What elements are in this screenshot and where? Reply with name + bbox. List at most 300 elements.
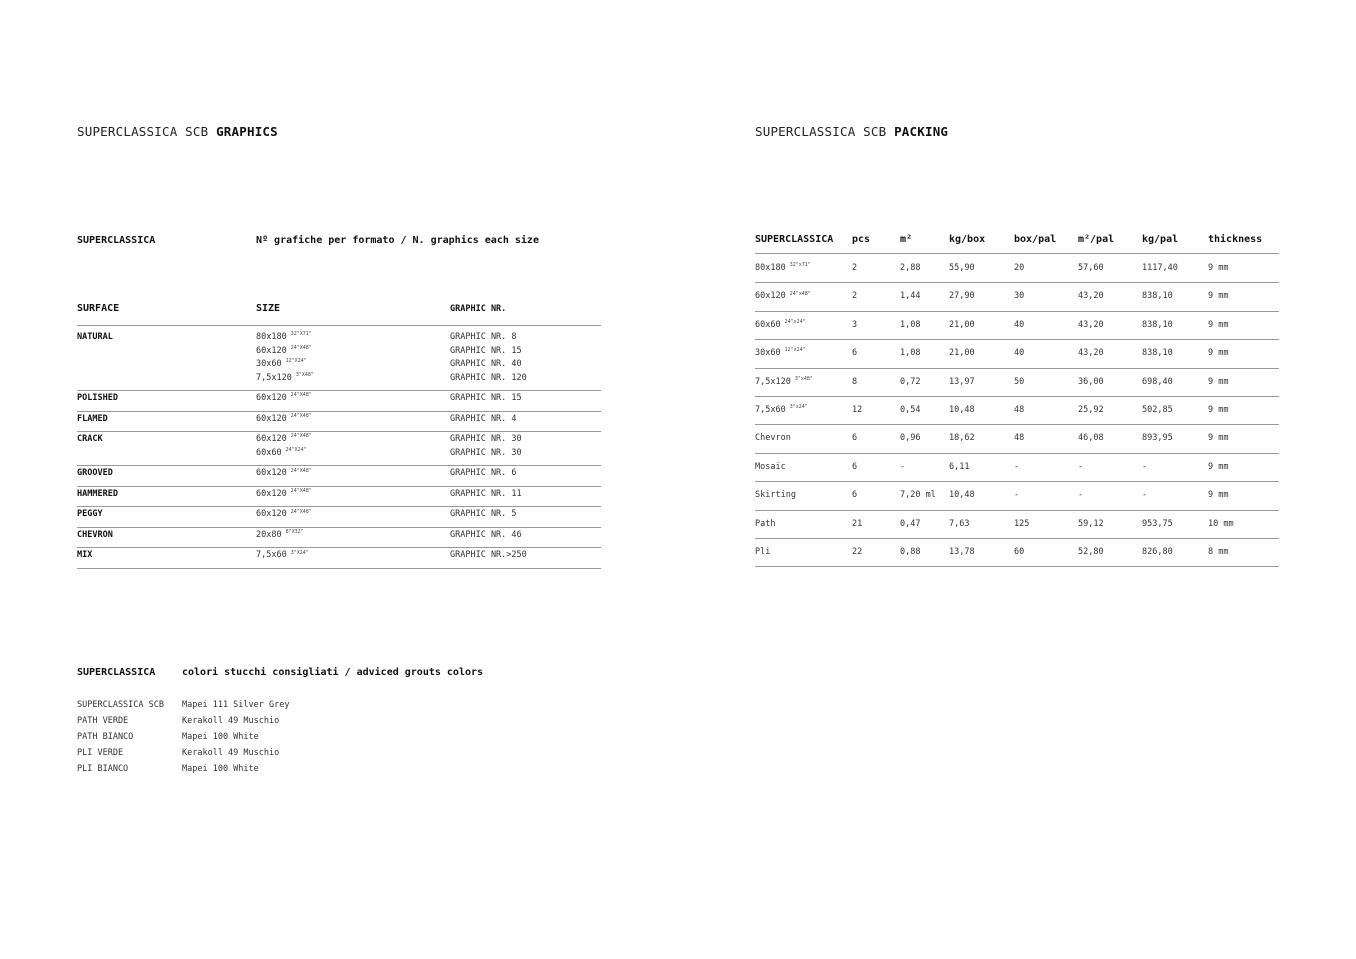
- size-inch: 24"X48": [290, 392, 312, 399]
- size-list: [256, 413, 312, 427]
- packing-cell-pcs: [852, 547, 862, 557]
- size-value: [256, 488, 312, 502]
- packing-cell-kgbox: [949, 462, 969, 472]
- packing-value: 48: [1014, 433, 1025, 444]
- graphics-row: [77, 392, 601, 413]
- packing-value: 838,10: [1142, 291, 1173, 302]
- packing-col-product: SUPERCLASSICA: [755, 234, 834, 245]
- packing-cell-kgbox: [949, 433, 975, 443]
- size-metric: 60x120: [256, 434, 287, 445]
- packing-cell-size: [755, 263, 811, 273]
- packing-value: -: [1078, 490, 1084, 501]
- size-value: [256, 372, 314, 386]
- graphics-row: [77, 433, 601, 467]
- packing-header-rule: [755, 253, 1279, 254]
- packing-cell-m2pal: [1078, 348, 1104, 358]
- packing-cell-m2: [900, 377, 920, 387]
- packing-value: 6: [852, 490, 858, 501]
- size-list: [256, 392, 312, 406]
- packing-row: [755, 340, 1279, 368]
- size-metric: 60x120: [256, 509, 287, 520]
- size-list: [256, 433, 312, 460]
- packing-cell-m2pal: [1078, 405, 1104, 415]
- graphics-row-rule: [77, 506, 601, 507]
- packing-value: 10 mm: [1208, 518, 1234, 529]
- packing-value: 3: [852, 319, 858, 330]
- surface-name: CRACK: [77, 434, 103, 445]
- size-list: [256, 529, 304, 543]
- grout-product: SUPERCLASSICA SCB: [77, 700, 164, 710]
- packing-cell-m2pal: [1078, 263, 1104, 273]
- packing-cell-pcs: [852, 377, 857, 387]
- packing-cell-kgbox: [949, 547, 975, 557]
- packing-cell-m2: [900, 320, 920, 330]
- packing-value: 21,00: [949, 348, 975, 359]
- packing-value: 9 mm: [1208, 291, 1229, 302]
- packing-value: 60x120: [755, 291, 786, 302]
- packing-cell-m2pal: [1078, 377, 1104, 387]
- graphics-label: SUPERCLASSICA: [77, 235, 156, 246]
- graphic-count: GRAPHIC NR. 6: [450, 468, 517, 479]
- size-value: [256, 447, 312, 461]
- size-metric: 20x80: [256, 529, 282, 540]
- packing-cell-m2pal: [1078, 519, 1104, 529]
- graphic-count: GRAPHIC NR. 30: [450, 434, 522, 445]
- packing-cell-thickness: [1208, 377, 1228, 387]
- packing-cell-m2: [900, 547, 920, 557]
- packing-title-prefix: SUPERCLASSICA SCB: [755, 124, 887, 139]
- packing-col-m2: m²: [900, 234, 913, 245]
- packing-value: 0,96: [900, 433, 921, 444]
- packing-cell-size: [755, 377, 813, 387]
- graphics-row-rule: [77, 465, 601, 466]
- packing-value: 9 mm: [1208, 376, 1229, 387]
- packing-cell-boxpal: [1014, 263, 1024, 273]
- packing-value: 21: [852, 518, 863, 529]
- packing-cell-thickness: [1208, 348, 1228, 358]
- size-inch: 3"X48": [295, 371, 314, 378]
- packing-cell-m2: [900, 348, 920, 358]
- packing-cell-kgpal: [1142, 320, 1173, 330]
- packing-value: 1,08: [900, 348, 921, 359]
- packing-cell-pcs: [852, 291, 857, 301]
- size-inch: 24"X24": [285, 447, 307, 454]
- packing-value: 1117,40: [1142, 263, 1178, 273]
- graphic-list: [450, 331, 527, 385]
- graphics-row: [77, 331, 601, 392]
- size-inch: 24"X48": [290, 344, 312, 351]
- packing-cell-kgpal: [1142, 263, 1178, 273]
- packing-value: 7,20 ml: [900, 490, 936, 501]
- packing-value: Skirting: [755, 490, 796, 501]
- packing-cell-kgpal: [1142, 519, 1173, 529]
- size-list: [256, 488, 312, 502]
- graphics-row: [77, 413, 601, 434]
- packing-cell-pcs: [852, 348, 857, 358]
- packing-row: [755, 539, 1279, 567]
- packing-cell-size: [755, 405, 808, 415]
- packing-value: 25,92: [1078, 405, 1104, 415]
- packing-cell-pcs: [852, 405, 862, 415]
- packing-size-inch: 3"x24": [789, 404, 808, 411]
- graphic-list: [450, 392, 522, 406]
- packing-value: 0,72: [900, 376, 921, 387]
- packing-value: 7,5x60: [755, 405, 786, 415]
- graphic-count: GRAPHIC NR. 15: [450, 345, 522, 356]
- graphic-count: GRAPHIC NR. 120: [450, 372, 527, 383]
- packing-value: 9 mm: [1208, 319, 1229, 330]
- packing-col-boxpal: box/pal: [1014, 234, 1057, 245]
- packing-cell-kgpal: [1142, 433, 1173, 443]
- size-metric: 60x120: [256, 468, 287, 479]
- packing-row: [755, 425, 1279, 453]
- packing-value: 953,75: [1142, 518, 1173, 529]
- packing-cell-size: [755, 320, 806, 330]
- size-value: [256, 549, 309, 563]
- surface-name: NATURAL: [77, 332, 113, 342]
- size-header: SIZE: [256, 303, 281, 314]
- packing-cell-size: [755, 547, 770, 557]
- packing-value: 0,47: [900, 518, 921, 529]
- packing-value: 9 mm: [1208, 405, 1229, 415]
- packing-value: 40: [1014, 319, 1025, 330]
- size-inch: 24"X48": [290, 412, 312, 419]
- size-inch: 3"X24": [290, 549, 309, 556]
- graphic-count: GRAPHIC NR. 46: [450, 529, 522, 540]
- packing-value: 59,12: [1078, 518, 1104, 529]
- packing-row: [755, 482, 1279, 510]
- packing-value: 0,88: [900, 547, 921, 557]
- graphics-row-rule: [77, 431, 601, 432]
- packing-row: [755, 369, 1279, 397]
- packing-value: 48: [1014, 405, 1025, 415]
- packing-cell-kgbox: [949, 263, 975, 273]
- packing-value: 27,90: [949, 291, 975, 302]
- graphics-row: [77, 529, 601, 550]
- packing-size-inch: 32"x71": [789, 262, 811, 269]
- packing-value: 6,11: [949, 461, 970, 472]
- packing-cell-thickness: [1208, 462, 1228, 472]
- surface-name: FLAMED: [77, 413, 108, 424]
- graphics-row-rule: [77, 547, 601, 548]
- packing-value: 12: [852, 405, 863, 415]
- graphic-list: [450, 433, 522, 460]
- packing-value: 9 mm: [1208, 433, 1229, 444]
- packing-value: 43,20: [1078, 319, 1104, 330]
- graphic-count: GRAPHIC NR. 5: [450, 509, 517, 520]
- packing-value: 0,54: [900, 405, 921, 415]
- packing-cell-pcs: [852, 263, 857, 273]
- graphic-list: [450, 467, 517, 481]
- packing-cell-m2: [900, 490, 936, 500]
- packing-cell-boxpal: [1014, 377, 1024, 387]
- packing-value: -: [1142, 461, 1148, 472]
- packing-title: [755, 124, 948, 139]
- packing-cell-boxpal: [1014, 405, 1024, 415]
- packing-value: 7,5x120: [755, 376, 791, 387]
- grout-product: PLI VERDE: [77, 748, 124, 758]
- packing-cell-boxpal: [1014, 519, 1029, 529]
- graphic-list: [450, 488, 522, 502]
- packing-cell-thickness: [1208, 263, 1228, 273]
- graphic-list: [450, 508, 517, 522]
- grout-color: Kerakoll 49 Muschio: [182, 748, 280, 758]
- packing-value: 55,90: [949, 263, 975, 273]
- packing-cell-pcs: [852, 490, 857, 500]
- packing-cell-thickness: [1208, 433, 1228, 443]
- graphics-row-rule: [77, 568, 601, 569]
- packing-cell-m2: [900, 291, 920, 301]
- graphics-row-rule: [77, 527, 601, 528]
- packing-cell-kgbox: [949, 405, 975, 415]
- graphics-row: [77, 467, 601, 488]
- packing-cell-kgpal: [1142, 291, 1173, 301]
- size-value: [256, 331, 314, 345]
- packing-value: 1,08: [900, 319, 921, 330]
- packing-col-pcs: pcs: [852, 234, 871, 245]
- packing-value: 9 mm: [1208, 263, 1229, 273]
- graphic-list: [450, 413, 517, 427]
- graphics-row: [77, 508, 601, 529]
- packing-row: [755, 511, 1279, 539]
- packing-cell-m2: [900, 405, 920, 415]
- size-metric: 80x180: [256, 332, 287, 342]
- packing-cell-kgpal: [1142, 405, 1173, 415]
- packing-value: 80x180: [755, 263, 786, 273]
- graphic-list: [450, 529, 522, 543]
- packing-cell-boxpal: [1014, 547, 1024, 557]
- size-value: [256, 358, 314, 372]
- packing-cell-thickness: [1208, 547, 1228, 557]
- packing-value: 20: [1014, 263, 1025, 273]
- packing-value: 9 mm: [1208, 348, 1229, 359]
- packing-row: [755, 255, 1279, 283]
- size-inch: 8"X32": [285, 529, 304, 536]
- graphics-subtitle: Nº grafiche per formato / N. graphics each size: [256, 235, 539, 246]
- packing-cell-pcs: [852, 519, 862, 529]
- grout-color: Mapei 100 White: [182, 764, 259, 774]
- packing-value: 57,60: [1078, 263, 1104, 273]
- graphics-row-rule: [77, 390, 601, 391]
- packing-cell-m2: [900, 263, 920, 273]
- packing-value: 40: [1014, 348, 1025, 359]
- packing-col-kgbox: kg/box: [949, 234, 986, 245]
- packing-cell-kgbox: [949, 320, 975, 330]
- packing-cell-boxpal: [1014, 320, 1024, 330]
- surface-header: SURFACE: [77, 303, 120, 314]
- packing-value: 10,48: [949, 405, 975, 415]
- packing-cell-boxpal: [1014, 462, 1019, 472]
- packing-value: 6: [852, 433, 858, 444]
- packing-value: -: [1014, 490, 1020, 501]
- packing-row: [755, 312, 1279, 340]
- packing-value: 18,62: [949, 433, 975, 444]
- size-list: [256, 508, 312, 522]
- packing-value: Mosaic: [755, 461, 786, 472]
- graphic-count: GRAPHIC NR. 15: [450, 393, 522, 404]
- packing-cell-pcs: [852, 320, 857, 330]
- packing-cell-kgpal: [1142, 462, 1147, 472]
- graphic-count: GRAPHIC NR. 30: [450, 447, 522, 458]
- packing-value: -: [1014, 461, 1020, 472]
- packing-value: 2: [852, 291, 858, 302]
- packing-value: 6: [852, 348, 858, 359]
- graphics-row-rule: [77, 411, 601, 412]
- graphics-header-rule: [77, 325, 601, 326]
- size-value: [256, 508, 312, 522]
- packing-cell-size: [755, 433, 791, 443]
- packing-cell-kgbox: [949, 348, 975, 358]
- packing-value: 52,80: [1078, 547, 1104, 557]
- size-value: [256, 529, 304, 543]
- packing-cell-size: [755, 348, 806, 358]
- size-inch: 24"X48": [290, 508, 312, 515]
- grout-product: PLI BIANCO: [77, 764, 129, 774]
- packing-value: 10,48: [949, 490, 975, 501]
- surface-name: POLISHED: [77, 393, 118, 404]
- packing-value: 30: [1014, 291, 1025, 302]
- size-inch: 24"X48": [290, 467, 312, 474]
- packing-cell-size: [755, 519, 775, 529]
- packing-cell-kgbox: [949, 291, 975, 301]
- packing-size-inch: 3"x48": [794, 375, 813, 382]
- packing-value: 22: [852, 547, 863, 557]
- graphics-row-rule: [77, 486, 601, 487]
- packing-cell-kgpal: [1142, 348, 1173, 358]
- packing-value: 60x60: [755, 319, 781, 330]
- packing-cell-pcs: [852, 433, 857, 443]
- packing-cell-m2pal: [1078, 462, 1083, 472]
- packing-cell-size: [755, 291, 811, 301]
- packing-title-bold: PACKING: [894, 124, 949, 139]
- size-metric: 60x60: [256, 447, 282, 458]
- size-metric: 7,5x120: [256, 372, 292, 383]
- packing-cell-pcs: [852, 462, 857, 472]
- grout-color: Mapei 111 Silver Grey: [182, 700, 290, 710]
- grout-product: PATH BIANCO: [77, 732, 134, 742]
- size-value: [256, 413, 312, 427]
- packing-size-inch: 24"x24": [784, 318, 806, 325]
- packing-value: 7,63: [949, 518, 970, 529]
- graphic-count: GRAPHIC NR.>250: [450, 550, 527, 561]
- size-inch: 32"X71": [290, 331, 312, 338]
- packing-row: [755, 454, 1279, 482]
- size-inch: 24"X48": [290, 488, 312, 495]
- packing-value: 43,20: [1078, 348, 1104, 359]
- packing-value: 893,95: [1142, 433, 1173, 444]
- graphics-row: [77, 549, 601, 570]
- surface-name: PEGGY: [77, 509, 103, 520]
- graphic-count: GRAPHIC NR. 8: [450, 332, 517, 342]
- size-list: [256, 467, 312, 481]
- packing-value: 698,40: [1142, 376, 1173, 387]
- packing-cell-boxpal: [1014, 291, 1024, 301]
- packing-value: 9 mm: [1208, 461, 1229, 472]
- packing-size-inch: 24"x48": [789, 290, 811, 297]
- size-metric: 60x120: [256, 345, 287, 356]
- graphics-row: [77, 488, 601, 509]
- packing-col-kgpal: kg/pal: [1142, 234, 1179, 245]
- grout-product: PATH VERDE: [77, 716, 129, 726]
- size-value: [256, 392, 312, 406]
- graphic-header: GRAPHIC NR.: [450, 304, 507, 314]
- grout-color: Kerakoll 49 Muschio: [182, 716, 280, 726]
- size-value: [256, 433, 312, 447]
- packing-cell-m2pal: [1078, 433, 1104, 443]
- packing-cell-boxpal: [1014, 490, 1019, 500]
- packing-cell-boxpal: [1014, 348, 1024, 358]
- size-inch: 24"X48": [290, 433, 312, 440]
- grout-color: Mapei 100 White: [182, 732, 259, 742]
- packing-value: 8 mm: [1208, 547, 1229, 557]
- size-metric: 30x60: [256, 359, 282, 370]
- packing-cell-m2: [900, 462, 905, 472]
- packing-cell-kgpal: [1142, 490, 1147, 500]
- graphic-count: GRAPHIC NR. 40: [450, 359, 522, 370]
- size-metric: 60x120: [256, 488, 287, 499]
- packing-value: 46,08: [1078, 433, 1104, 444]
- packing-value: 36,00: [1078, 376, 1104, 387]
- packing-cell-kgpal: [1142, 377, 1173, 387]
- packing-cell-boxpal: [1014, 433, 1024, 443]
- packing-col-thickness: thickness: [1208, 234, 1263, 245]
- packing-cell-m2pal: [1078, 320, 1104, 330]
- graphics-title-prefix: SUPERCLASSICA SCB: [77, 124, 209, 139]
- size-value: [256, 345, 314, 359]
- packing-size-inch: 12"x24": [784, 347, 806, 354]
- packing-value: Pli: [755, 547, 771, 557]
- surface-name: GROOVED: [77, 468, 113, 479]
- size-value: [256, 467, 312, 481]
- packing-row: [755, 397, 1279, 425]
- packing-value: 6: [852, 461, 858, 472]
- graphic-count: GRAPHIC NR. 11: [450, 488, 522, 499]
- packing-row: [755, 283, 1279, 311]
- packing-value: 125: [1014, 518, 1030, 529]
- packing-value: 1,44: [900, 291, 921, 302]
- graphics-title-bold: GRAPHICS: [216, 124, 278, 139]
- packing-cell-thickness: [1208, 320, 1228, 330]
- packing-cell-kgpal: [1142, 547, 1173, 557]
- size-metric: 60x120: [256, 413, 287, 424]
- packing-value: -: [1142, 490, 1148, 501]
- packing-cell-kgbox: [949, 490, 975, 500]
- packing-cell-m2: [900, 433, 920, 443]
- packing-value: 838,10: [1142, 319, 1173, 330]
- packing-value: 13,78: [949, 547, 975, 557]
- size-metric: 60x120: [256, 393, 287, 404]
- size-inch: 12"X24": [285, 358, 307, 365]
- packing-cell-m2pal: [1078, 490, 1083, 500]
- surface-name: HAMMERED: [77, 488, 118, 499]
- packing-cell-thickness: [1208, 519, 1234, 529]
- packing-cell-thickness: [1208, 405, 1228, 415]
- packing-value: 8: [852, 376, 858, 387]
- graphic-list: [450, 549, 527, 563]
- graphics-title: [77, 124, 278, 139]
- packing-value: 2,88: [900, 263, 921, 273]
- packing-cell-thickness: [1208, 291, 1228, 301]
- packing-value: 9 mm: [1208, 490, 1229, 501]
- packing-value: 43,20: [1078, 291, 1104, 302]
- packing-value: -: [1078, 461, 1084, 472]
- size-list: [256, 331, 314, 385]
- packing-value: Chevron: [755, 433, 791, 444]
- packing-value: 21,00: [949, 319, 975, 330]
- packing-value: Path: [755, 518, 776, 529]
- packing-cell-kgbox: [949, 519, 969, 529]
- packing-value: 826,80: [1142, 547, 1173, 557]
